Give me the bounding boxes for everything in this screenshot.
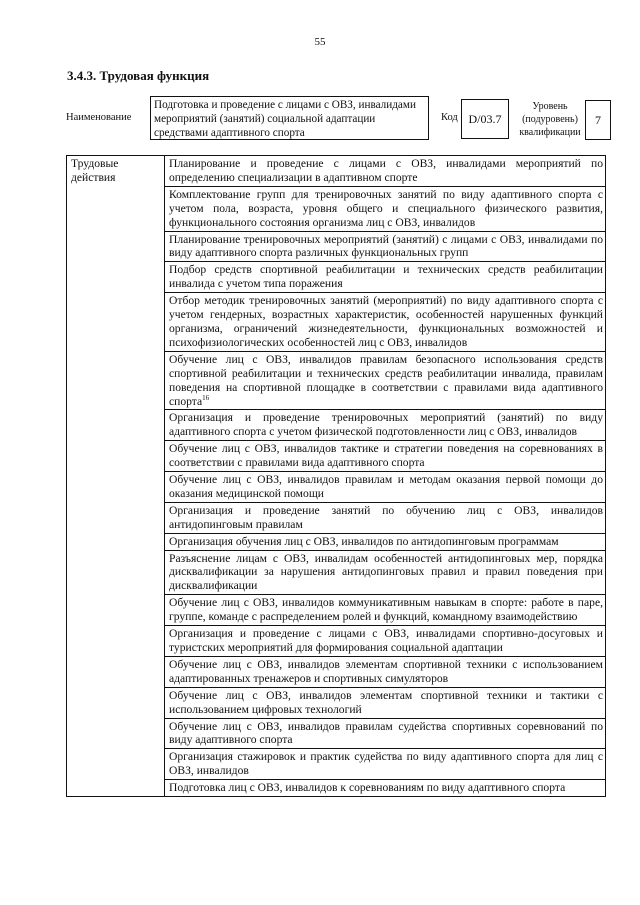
function-name-box: Подготовка и проведение с лицами с ОВЗ, инвалидами мероприятий (занятий) социальной адаптации средствами адаптивного спорта: [150, 96, 429, 140]
action-cell: Обучение лиц с ОВЗ, инвалидов тактике и стратегии поведения на соревнованиях в соответствии с правилами вида адаптивного спорта: [165, 441, 606, 472]
action-cell: Обучение лиц с ОВЗ, инвалидов элементам спортивной техники с использованием адаптированных тренажеров и спортивных симуляторов: [165, 656, 606, 687]
action-cell: Подбор средств спортивной реабилитации и технических средств реабилитации инвалида с учетом типа поражения: [165, 262, 606, 293]
code-box: D/03.7: [461, 99, 509, 139]
action-cell: Подготовка лиц с ОВЗ, инвалидов к соревнованиям по виду адаптивного спорта: [165, 780, 606, 797]
action-cell: Планирование тренировочных мероприятий (занятий) с лицами с ОВЗ, инвалидами по виду адаптивного спорта различных функциональных групп: [165, 231, 606, 262]
action-cell: Отбор методик тренировочных занятий (мероприятий) по виду адаптивного спорта с учетом гендерных, возрастных характеристик, особенностей нарушенных функций организма, ограничений жизнедеятельности, функциональных возможностей и психофизиологических особенностей лиц с ОВЗ, инвалидов: [165, 293, 606, 352]
category-cell: Трудовые действия: [67, 156, 165, 797]
level-box: 7: [585, 100, 611, 140]
table-row: [67, 156, 606, 187]
footnote-ref: 16: [202, 393, 210, 402]
action-cell: Организация и проведение занятий по обучению лиц с ОВЗ, инвалидов антидопинговым правилам: [165, 502, 606, 533]
name-label: Наименование: [66, 112, 132, 123]
action-cell: Планирование и проведение с лицами с ОВЗ, инвалидами мероприятий по определению специализации в адаптивном спорте: [165, 156, 606, 187]
action-cell: Обучение лиц с ОВЗ, инвалидов коммуникативным навыкам в спорте: работе в паре, группе, команде с распределением ролей и функций, командному взаимодействию: [165, 595, 606, 626]
action-cell: Обучение лиц с ОВЗ, инвалидов элементам спортивной техники и тактики с использованием цифровых технологий: [165, 687, 606, 718]
action-cell: Комплектование групп для тренировочных занятий по виду адаптивного спорта с учетом пола, возраста, уровня общего и специального физического развития, функционального состояния организма лиц с ОВЗ, инвалидов: [165, 186, 606, 231]
action-cell: Организация обучения лиц с ОВЗ, инвалидов по антидопинговым программам: [165, 533, 606, 550]
action-cell: Обучение лиц с ОВЗ, инвалидов правилам судейства спортивных соревнований по виду адаптивного спорта: [165, 718, 606, 749]
action-cell: [165, 351, 606, 410]
action-cell: Организация и проведение с лицами с ОВЗ, инвалидами спортивно-досуговых и туристских мероприятий для формирования социальной адаптации: [165, 626, 606, 657]
section-title: 3.4.3. Трудовая функция: [67, 68, 210, 83]
action-cell: Обучение лиц с ОВЗ, инвалидов правилам и методам оказания первой помощи до оказания медицинской помощи: [165, 472, 606, 503]
action-cell: Организация и проведение тренировочных мероприятий (занятий) по виду адаптивного спорта с учетом физической подготовленности лиц с ОВЗ, инвалидов: [165, 410, 606, 441]
code-label: Код: [441, 112, 458, 123]
page-number: 55: [314, 36, 326, 48]
action-cell: Организация стажировок и практик судейства по виду адаптивного спорта для лиц с ОВЗ, инвалидов: [165, 749, 606, 780]
action-text: Обучение лиц с ОВЗ, инвалидов правилам безопасного использования средств спортивной реабилитации и технических средств реабилитации инвалида, правилам поведения на спортивной площадке в соответствии с правилами вида адаптивного спорта: [169, 352, 603, 408]
action-cell: Разъяснение лицам с ОВЗ, инвалидам особенностей антидопинговых мер, порядка дисквалификации за нарушения антидопинговых правил и правил поведения при дисквалификации: [165, 550, 606, 595]
level-label: Уровень (подуровень) квалификации: [519, 101, 581, 138]
labor-actions-table: [66, 155, 606, 797]
